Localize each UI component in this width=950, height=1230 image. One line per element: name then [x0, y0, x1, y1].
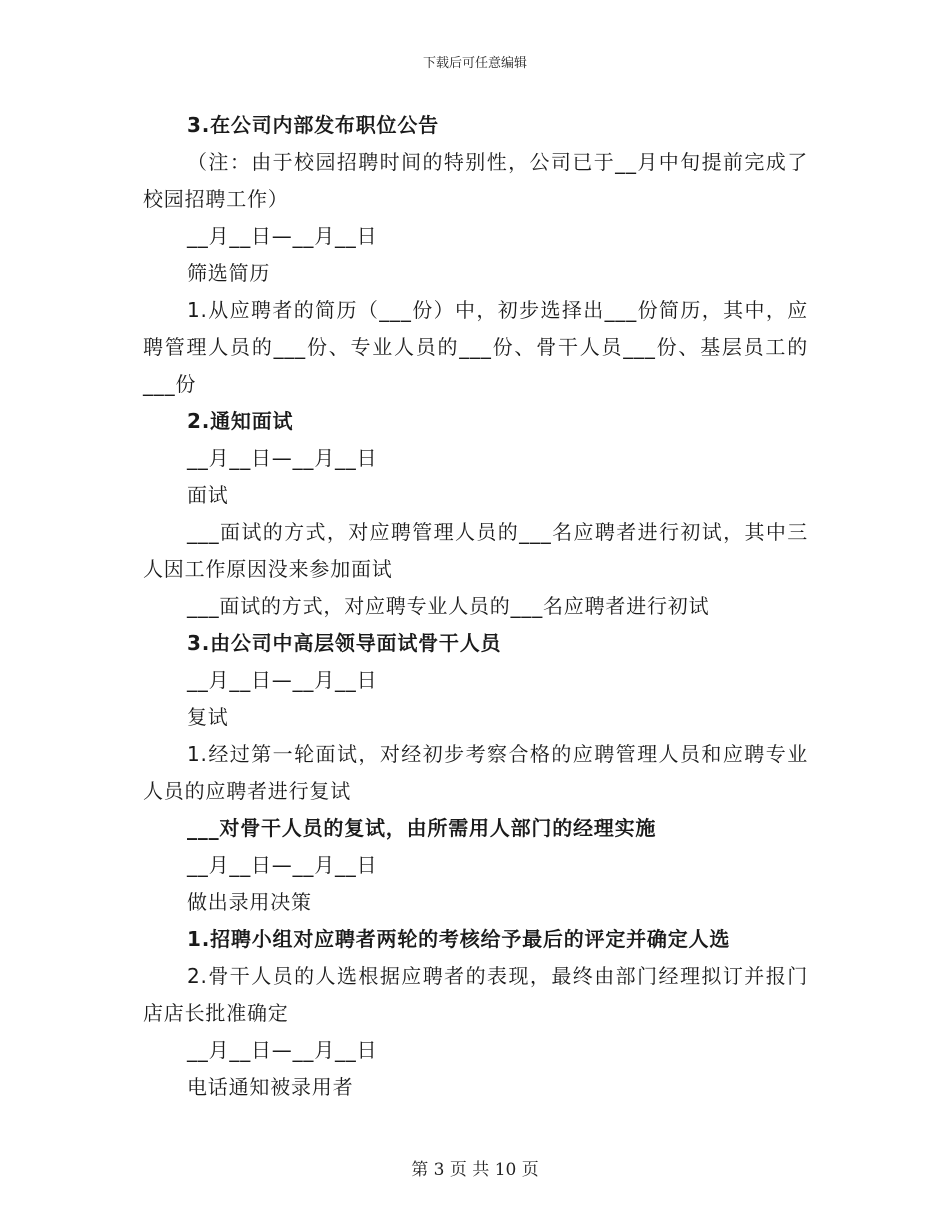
document-body: [143, 107, 808, 1106]
page-footer: 第 3 页 共 10 页: [411, 1160, 539, 1180]
paragraph-10: ___面试的方式，对应聘专业人员的___名应聘者进行初试: [187, 594, 710, 618]
paragraph-20: __月__日—__月__日: [187, 1038, 378, 1062]
paragraph-2: （注：由于校园招聘时间的特别性，公司已于__月中旬提前完成了校园招聘工作）: [143, 150, 808, 211]
page-header: 下载后可任意编辑: [422, 56, 527, 71]
paragraph-19: 2.骨干人员的人选根据应聘者的表现，最终由部门经理拟订并报门店店长批准确定: [143, 964, 808, 1025]
paragraph-18: 1.招聘小组对应聘者两轮的考核给予最后的评定并确定人选: [187, 927, 731, 951]
paragraph-13: 复试: [187, 705, 229, 729]
paragraph-12: __月__日—__月__日: [187, 668, 378, 692]
paragraph-1: 3.在公司内部发布职位公告: [187, 113, 439, 137]
paragraph-15: ___对骨干人员的复试，由所需用人部门的经理实施: [187, 816, 657, 840]
paragraph-8: 面试: [187, 483, 229, 507]
paragraph-4: 筛选简历: [187, 261, 271, 285]
paragraph-3: __月__日—__月__日: [187, 224, 378, 248]
paragraph-6: 2.通知面试: [187, 409, 294, 433]
paragraph-17: 做出录用决策: [187, 890, 312, 914]
paragraph-9: ___面试的方式，对应聘管理人员的___名应聘者进行初试，其中三人因工作原因没来参加面试: [143, 520, 808, 581]
paragraph-5: 1.从应聘者的简历（___份）中，初步选择出___份简历，其中，应聘管理人员的___份、专业人员的___份、骨干人员___份、基层员工的___份: [143, 298, 808, 396]
paragraph-21: 电话通知被录用者: [187, 1075, 354, 1099]
paragraph-16: __月__日—__月__日: [187, 853, 378, 877]
paragraph-14: 1.经过第一轮面试，对经初步考察合格的应聘管理人员和应聘专业人员的应聘者进行复试: [143, 742, 808, 803]
paragraph-7: __月__日—__月__日: [187, 446, 378, 470]
paragraph-11: 3.由公司中高层领导面试骨干人员: [187, 631, 502, 655]
